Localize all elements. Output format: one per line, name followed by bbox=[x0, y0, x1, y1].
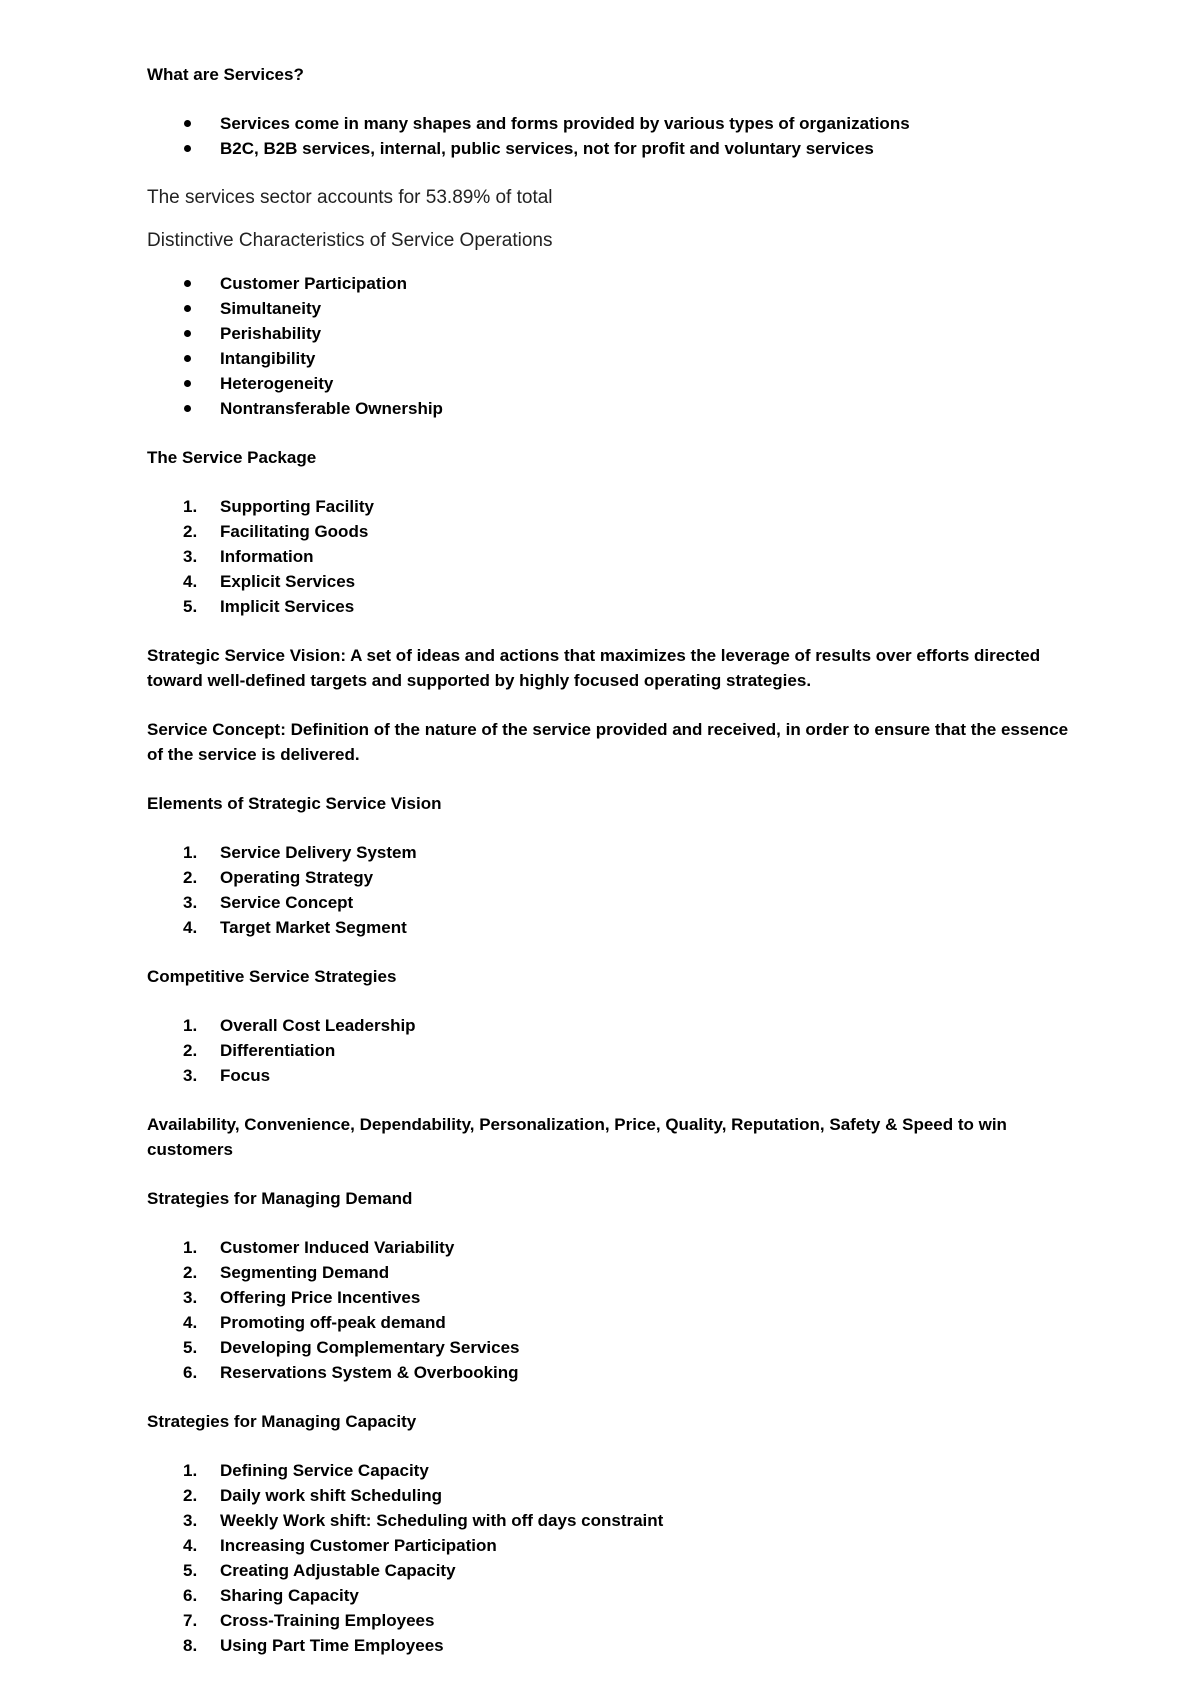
list-number: 6. bbox=[183, 1586, 198, 1605]
characteristics-list bbox=[147, 271, 1080, 421]
list-number: 3. bbox=[183, 1511, 198, 1530]
strategic-vision-paragraph: Strategic Service Vision: A set of ideas and actions that maximizes the leverage of results over efforts directed toward well-defined targets and supported by highly focused operating strategies. bbox=[147, 646, 1041, 690]
list-item: 5. Creating Adjustable Capacity bbox=[147, 1558, 1080, 1583]
list-item: 6. Sharing Capacity bbox=[147, 1583, 1080, 1608]
list-item: 8. Using Part Time Employees bbox=[147, 1633, 1080, 1658]
competitive-list bbox=[147, 1013, 1080, 1088]
list-number: 4. bbox=[183, 918, 198, 937]
list-item: 1. Service Delivery System bbox=[147, 840, 1080, 865]
list-number: 1. bbox=[183, 497, 198, 516]
list-number: 3. bbox=[183, 547, 198, 566]
list-item: 1. Supporting Facility bbox=[147, 494, 1080, 519]
list-item: 3. Offering Price Incentives bbox=[147, 1285, 1080, 1310]
capacity-heading: Strategies for Managing Capacity bbox=[147, 1412, 417, 1431]
list-item: 2. Differentiation bbox=[147, 1038, 1080, 1063]
list-item: 4. Promoting off-peak demand bbox=[147, 1310, 1080, 1335]
package-list bbox=[147, 494, 1080, 619]
demand-heading: Strategies for Managing Demand bbox=[147, 1189, 413, 1208]
list-item: 4. Explicit Services bbox=[147, 569, 1080, 594]
list-number: 5. bbox=[183, 597, 198, 616]
list-item: 2. Segmenting Demand bbox=[147, 1260, 1080, 1285]
list-number: 3. bbox=[183, 1288, 198, 1307]
list-number: 1. bbox=[183, 1461, 198, 1480]
list-number: 8. bbox=[183, 1636, 198, 1655]
list-item: 3. Information bbox=[147, 544, 1080, 569]
list-item: 1. Customer Induced Variability bbox=[147, 1235, 1080, 1260]
list-number: 3. bbox=[183, 893, 198, 912]
list-item: 1. Defining Service Capacity bbox=[147, 1458, 1080, 1483]
list-item: 3. Focus bbox=[147, 1063, 1080, 1088]
list-item: 4. Target Market Segment bbox=[147, 915, 1080, 940]
list-number: 4. bbox=[183, 1536, 198, 1555]
list-item: 2. Daily work shift Scheduling bbox=[147, 1483, 1080, 1508]
list-number: 7. bbox=[183, 1611, 198, 1630]
list-number: 4. bbox=[183, 1313, 198, 1332]
list-number: 6. bbox=[183, 1363, 198, 1382]
heading-what-are-services: What are Services? bbox=[147, 65, 304, 84]
sector-statement: The services sector accounts for 53.89% of total bbox=[147, 187, 553, 208]
capacity-list bbox=[147, 1458, 1080, 1658]
list-number: 2. bbox=[183, 1041, 198, 1060]
list-item: Perishability bbox=[147, 321, 1080, 346]
list-item: Customer Participation bbox=[147, 271, 1080, 296]
list-number: 1. bbox=[183, 1016, 198, 1035]
list-item: 2. Operating Strategy bbox=[147, 865, 1080, 890]
list-item: 5. Developing Complementary Services bbox=[147, 1335, 1080, 1360]
list-number: 2. bbox=[183, 1486, 198, 1505]
list-item: 2. Facilitating Goods bbox=[147, 519, 1080, 544]
list-number: 2. bbox=[183, 1263, 198, 1282]
list-number: 2. bbox=[183, 522, 198, 541]
elements-heading: Elements of Strategic Service Vision bbox=[147, 794, 442, 813]
characteristics-heading: Distinctive Characteristics of Service Operations bbox=[147, 230, 553, 251]
list-number: 1. bbox=[183, 843, 198, 862]
list-item: 3. Service Concept bbox=[147, 890, 1080, 915]
elements-list bbox=[147, 840, 1080, 940]
list-item: 7. Cross-Training Employees bbox=[147, 1608, 1080, 1633]
services-bullet-list bbox=[147, 111, 1080, 161]
service-concept-paragraph: Service Concept: Definition of the nature of the service provided and received, in order to ensure that the essence of the service is delivered. bbox=[147, 720, 1069, 764]
list-number: 3. bbox=[183, 1066, 198, 1085]
list-number: 4. bbox=[183, 572, 198, 591]
list-item: 3. Weekly Work shift: Scheduling with off days constraint bbox=[147, 1508, 1080, 1533]
package-heading: The Service Package bbox=[147, 448, 317, 467]
list-item: 6. Reservations System & Overbooking bbox=[147, 1360, 1080, 1385]
list-number: 5. bbox=[183, 1561, 198, 1580]
competitive-heading: Competitive Service Strategies bbox=[147, 967, 397, 986]
list-number: 2. bbox=[183, 868, 198, 887]
list-item: 1. Overall Cost Leadership bbox=[147, 1013, 1080, 1038]
win-customers-paragraph: Availability, Convenience, Dependability, Personalization, Price, Quality, Reputation, Safety & Speed to win customers bbox=[147, 1115, 1007, 1159]
demand-list bbox=[147, 1235, 1080, 1385]
list-item: Heterogeneity bbox=[147, 371, 1080, 396]
list-item: Simultaneity bbox=[147, 296, 1080, 321]
list-item: Intangibility bbox=[147, 346, 1080, 371]
list-item: 5. Implicit Services bbox=[147, 594, 1080, 619]
list-item: B2C, B2B services, internal, public services, not for profit and voluntary services bbox=[147, 136, 1080, 161]
list-number: 1. bbox=[183, 1238, 198, 1257]
list-number: 5. bbox=[183, 1338, 198, 1357]
list-item: Nontransferable Ownership bbox=[147, 396, 1080, 421]
list-item: Services come in many shapes and forms provided by various types of organizations bbox=[147, 111, 1080, 136]
list-item: 4. Increasing Customer Participation bbox=[147, 1533, 1080, 1558]
